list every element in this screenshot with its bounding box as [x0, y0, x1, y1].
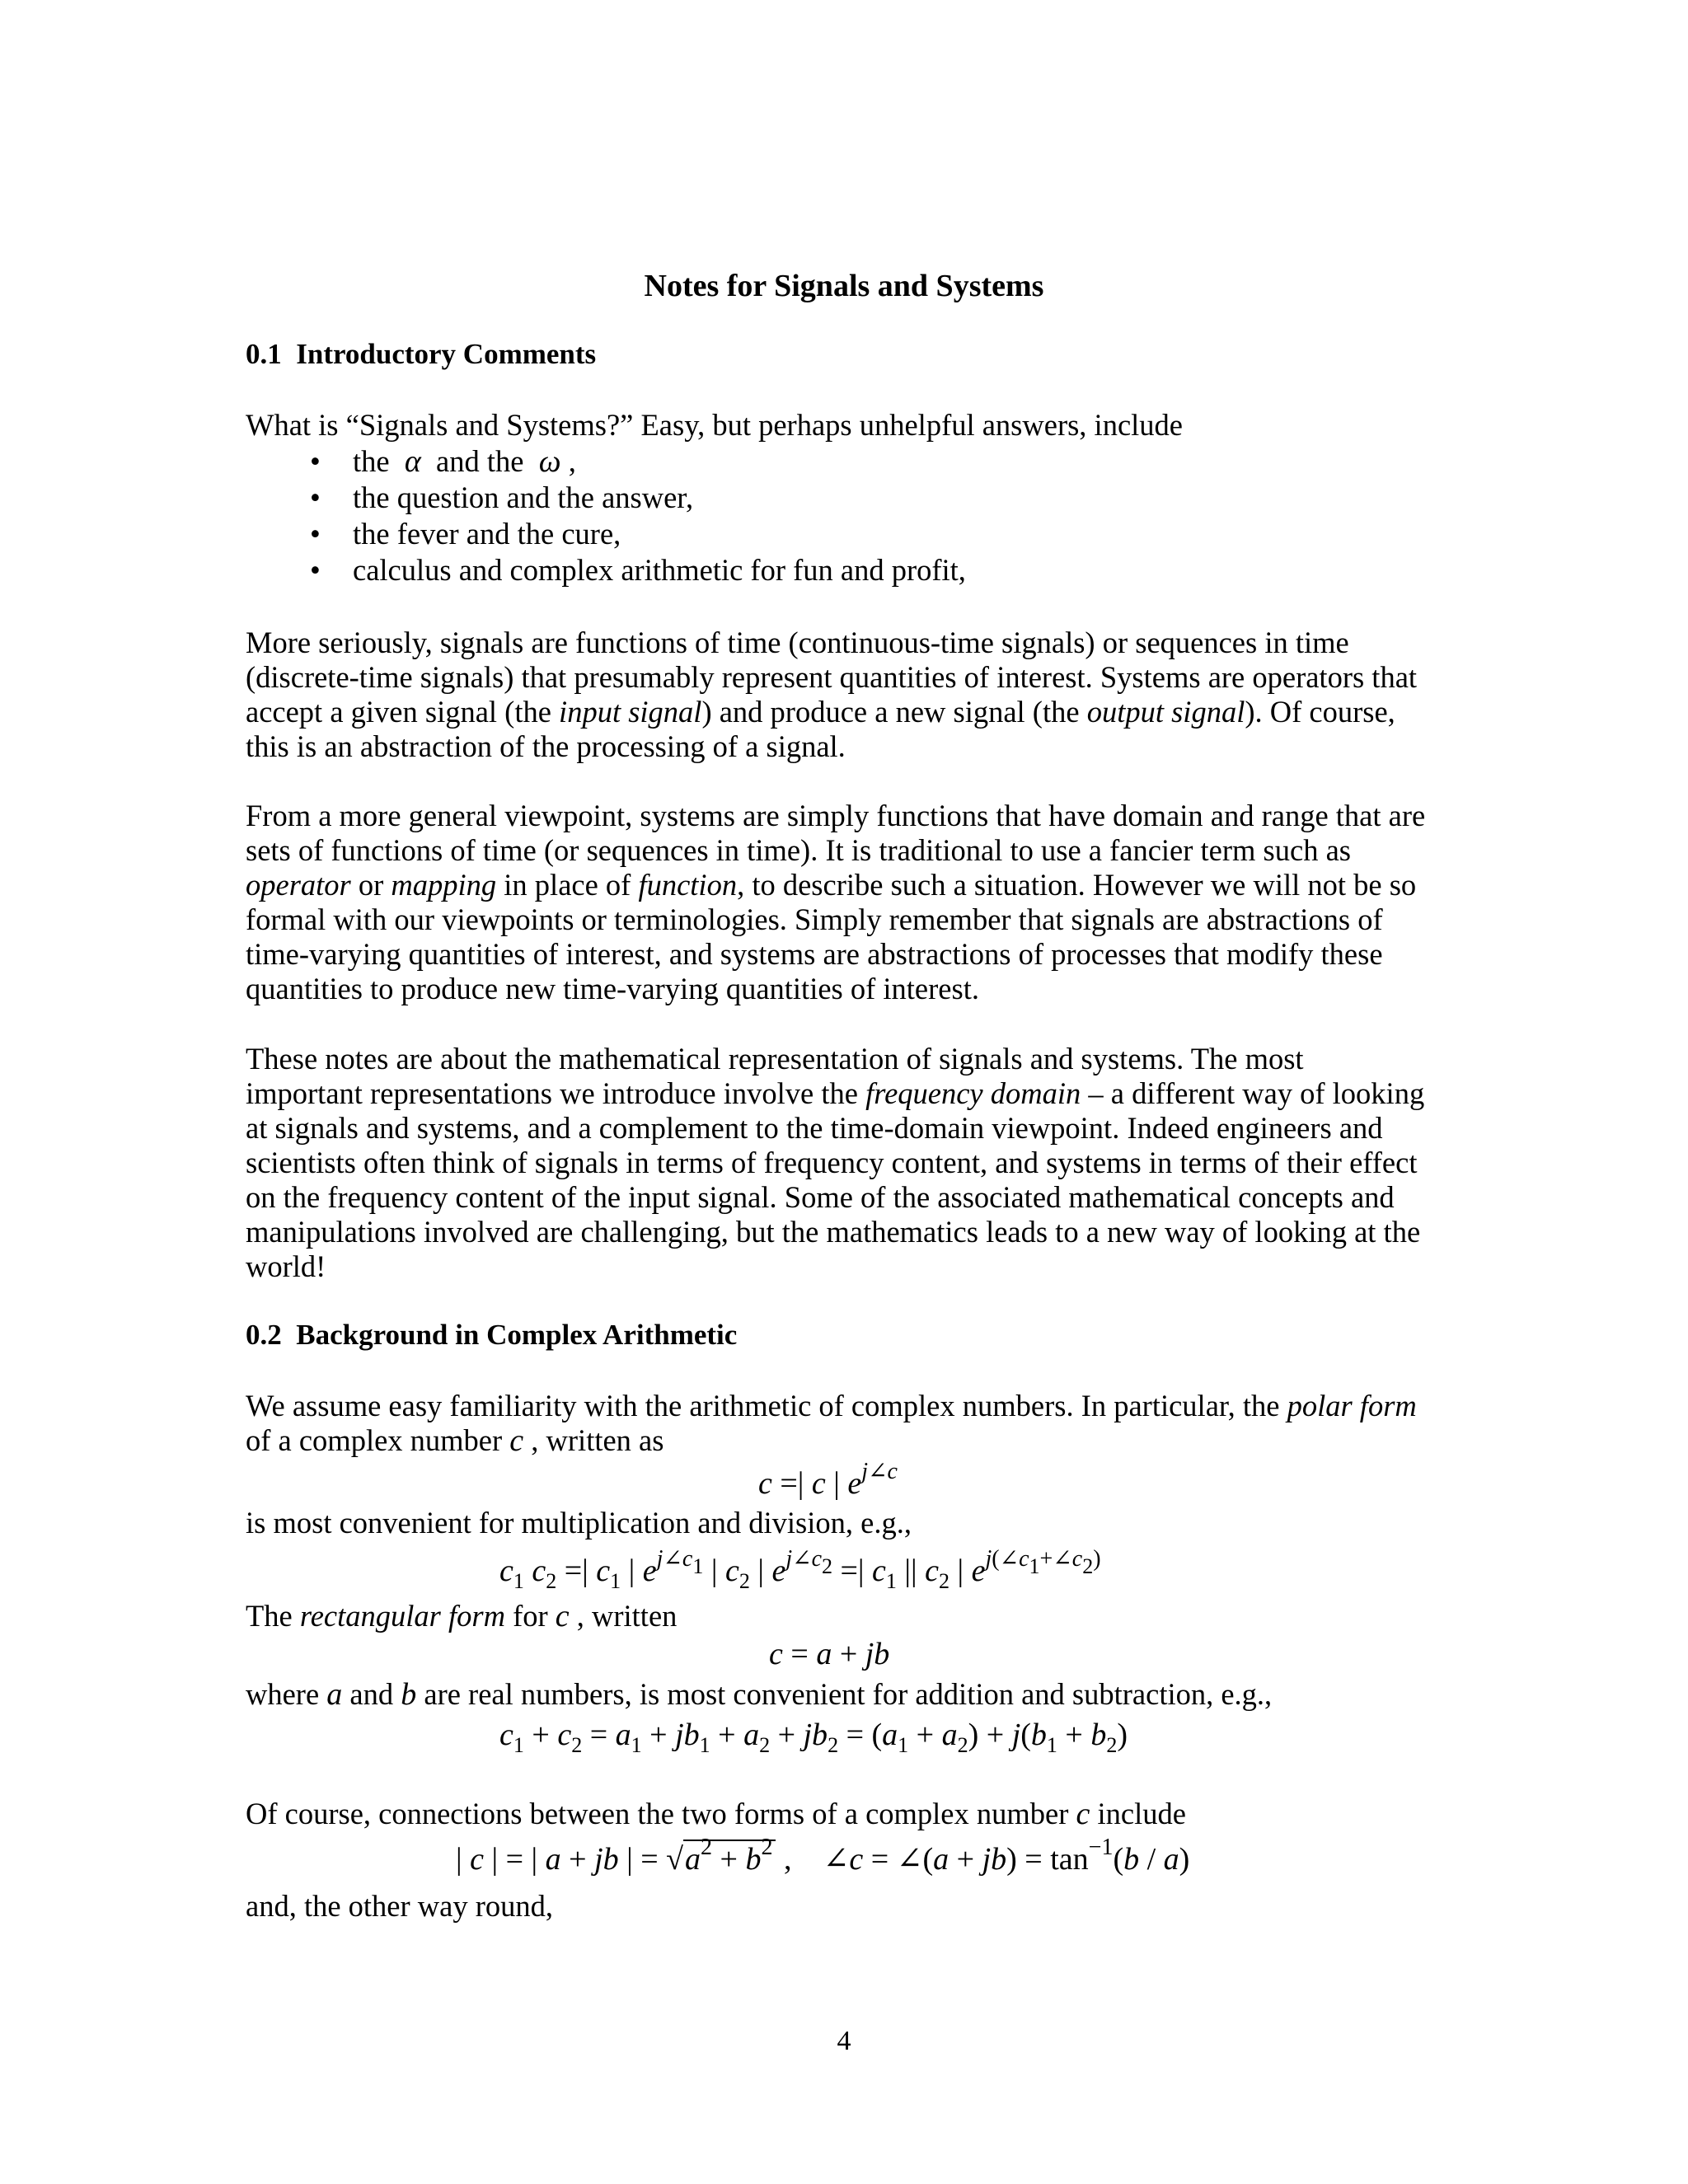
page-number: 4 [837, 2026, 851, 2056]
section-heading-0-2 [246, 1319, 737, 1352]
paragraph-3: These notes are about the mathematical representation of signals and systems. The most important representations we introduce involve the frequency domain – a different way of looking at signals and systems, and a complement to the time-domain viewpoint. Indeed engineers and scientists often think of signals in terms of frequency content, and systems in terms of their effect on the frequency content of the input signal. Some of the associated mathematical concepts and manipulations involved are challenging, but the mathematics leads to a new way of looking at the world! [246, 1042, 1425, 1283]
section-number: 0.1 [246, 338, 282, 370]
page-title: Notes for Signals and Systems [644, 269, 1044, 303]
bullet-glyph: • [310, 517, 321, 551]
omega-symbol: ω [538, 444, 561, 479]
text-line: is most convenient for multiplication and division, e.g., [246, 1506, 912, 1540]
paragraph-4: We assume easy familiarity with the arithmetic of complex numbers. In particular, the polar form of a complex number c , written as [246, 1389, 1417, 1458]
equation-magnitude-angle: | c | = | a + jb | = $√a^2 + b^2$ , ∠c = ∠(a + $jb) = \tan^{-1}(b / a)$ [456, 1835, 1190, 1877]
section-number: 0.2 [246, 1319, 282, 1351]
section-title: Introductory Comments [296, 338, 597, 370]
equation-addition: $c_1 + c_2 = a_1 + jb_1 + a_2 + jb_2 = (a_1 + a_2) + j(b_1 + b_2)$ [499, 1718, 1128, 1757]
section-heading-0-1 [246, 338, 596, 371]
bullet-glyph: • [310, 553, 321, 587]
bullet-glyph: • [310, 444, 321, 478]
intro-line: What is “Signals and Systems?” Easy, but perhaps unhelpful answers, include [246, 408, 1183, 442]
equation-rectangular-form: c = a + jb [769, 1637, 890, 1671]
text-line: The rectangular form for c , written [246, 1599, 678, 1633]
paragraph-1: More seriously, signals are functions of time (continuous-time signals) or sequences in time (discrete-time signals) that presumably represent quantities of interest. Systems are operators that accept a given signal (the input signal) and produce a new signal (the output signal). Of course, this is an abstraction of the processing of a signal. [246, 626, 1418, 763]
section-title: Background in Complex Arithmetic [296, 1319, 738, 1351]
equation-polar-form: c =| c | $e^{j\angle c}$ [758, 1459, 898, 1501]
equation-multiplication: $c_1$ $c_2$ =| $c_1$ | $e^{j\angle c_1}$ | $c_2$ | $e^{j\angle c_2}$ =| $c_1$ || $c_2$ | $e^{j(\angle c_1+\angle c_2)}$ [499, 1546, 1101, 1593]
document-page: Notes for Signals and Systems 0.1 Introductory Comments What is “Signals and Systems?” Easy, but perhaps unhelpful answers, include • the α and the ω , • the question and the answer, • the fever and the cure, • calculus and complex arithmetic for fun and profit, More seriously, signals are functions of time (continuous-time signals) or sequences in time (discrete-time signals) that presumably represent quantities of interest. Systems are operators that accept a given signal (the input signal) and produce a new signal (the output signal). Of course, this is an abstraction of the processing of a signal. From a more general viewpoint, systems are simply functions that have domain and range that are sets of functions of time (or sequences in time). It is traditional to use a fancier term such as operator or mapping in place of function, to describe such a situation. However we will not be so formal with our viewpoints or terminologies. Simply remember that signals are abstractions of time-varying quantities of interest, and systems are abstractions of processes that modify these quantities to produce new time-varying quantities of interest. These notes are about the mathematical representation of signals and systems. The most important representations we introduce involve the frequency domain – a different way of looking at signals and systems, and a complement to the time-domain viewpoint. Indeed engineers and scientists often think of signals in terms of frequency content, and systems in terms of their effect on the frequency content of the input signal. Some of the associated mathematical concepts and manipulations involved are challenging, but the mathematics leads to a new way of looking at the world! 0.2 Background in Complex Arithmetic We assume easy familiarity with the arithmetic of complex numbers. In particular, the polar form of a complex number c , written as c =| c | $e^{j\angle c}$ is most convenient for multiplication and division, e.g., $c_1$ $c_2$ =| $c_1$ | $e^{j\angle c_1}$ | $c_2$ | $e^{j\angle c_2}$ =| $c_1$ || $c_2$ | $e^{j(\angle c_1+\angle c_2)}$ The rectangular form for c , written c = a + jb where a and b are real numbers, is most convenient for addition and subtraction, e.g., $c_1 + c_2 = a_1 + jb_1 + a_2 + jb_2 = (a_1 + a_2) + j(b_1 + b_2)$ Of course, connections between the two forms of a complex number c include | c | = | a + jb | = $√a^2 + b^2$ , ∠c = ∠(a + $jb) = \tan^{-1}(b / a)$ and, the other way round, 4 [0, 0, 1688, 2184]
alpha-symbol: α [404, 444, 421, 479]
paragraph-2: From a more general viewpoint, systems are simply functions that have domain and range that are sets of functions of time (or sequences in time). It is traditional to use a fancier term such as operator or mapping in place of function, to describe such a situation. However we will not be so formal with our viewpoints or terminologies. Simply remember that signals are abstractions of time-varying quantities of interest, and systems are abstractions of processes that modify these quantities to produce new time-varying quantities of interest. [246, 799, 1426, 1005]
text-line: and, the other way round, [246, 1889, 554, 1923]
text-line: where a and b are real numbers, is most convenient for addition and subtraction, e.g., [246, 1677, 1273, 1712]
bullet-glyph: • [310, 480, 321, 514]
text-line: Of course, connections between the two forms of a complex number c include [246, 1797, 1186, 1831]
